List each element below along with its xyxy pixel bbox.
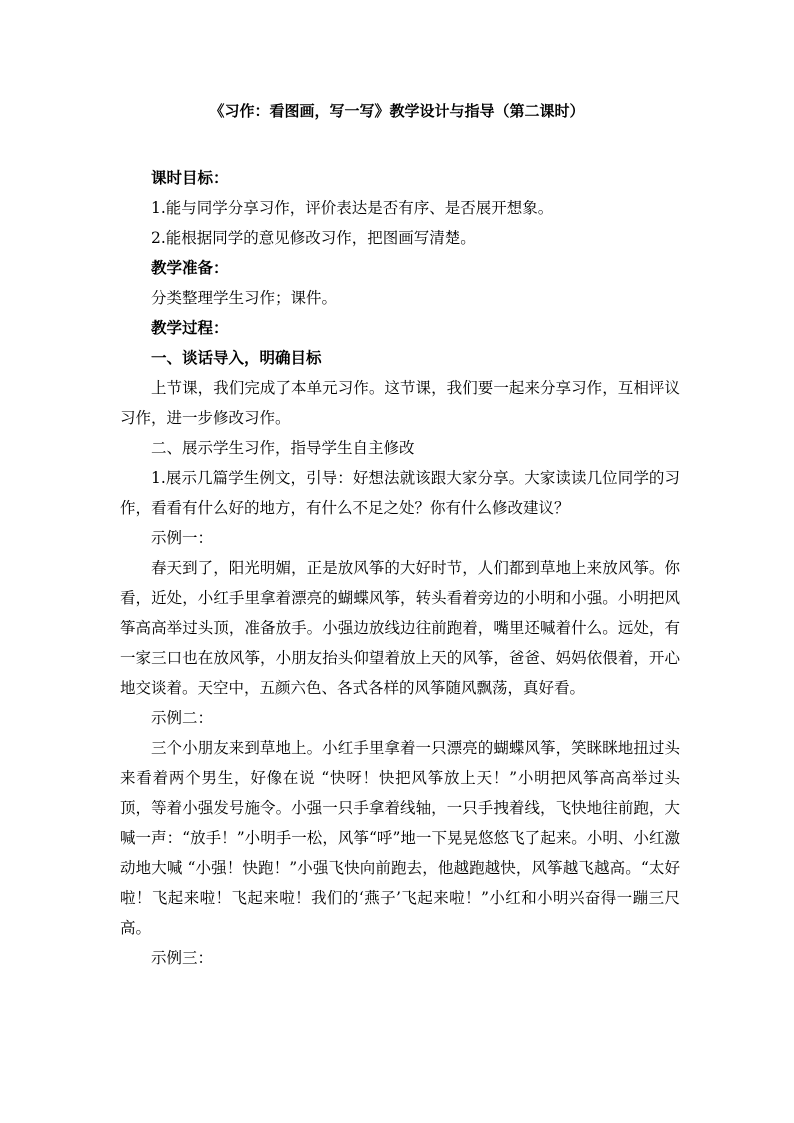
document-body — [120, 163, 680, 973]
paragraph-example-2-label: 示例二： — [151, 709, 214, 727]
paragraph-example-1-body: 春天到了，阳光明媚，正是放风筝的大好时节，人们都到草地上来放风筝。你看，近处，小红手里拿着漂亮的蝴蝶风筝，转头看着旁边的小明和小强。小明把风筝高高举过头顶，准备放手。小强边放线边往前跑着，嘴里还喊着什么。远处，有一家三口也在放风筝，小朋友抬头仰望着放上天的风筝，爸爸、妈妈依偎着，开心地交谈着。天空中，五颜六色、各式各样的风筝随风飘荡，真好看。 — [120, 559, 680, 697]
paragraph-example-2-body: 三个小朋友来到草地上。小红手里拿着一只漂亮的蝴蝶风筝，笑眯眯地扭过头来看着两个男生，好像在说 “快呀！快把风筝放上天！”小明把风筝高高举过头顶，等着小强发号施令。小强一只手拿着线轴，一只手拽着线，飞快地往前跑，大喊一声：“放手！”小明手一松，风筝“呼”地一下晃晃悠悠飞了起来。小明、小红激动地大喊 “小强！快跑！”小强飞快向前跑去，他越跑越快，风筝越飞越高。“太好啦！飞起来啦！飞起来啦！我们的‘燕子’飞起来啦！”小红和小明兴奋得一蹦三尺高。 — [120, 739, 680, 937]
paragraph-heading-objectives: 课时目标： — [151, 168, 229, 187]
paragraph-heading-process: 教学过程： — [151, 318, 229, 337]
document-title: 《习作：看图画，写一写》教学设计与指导（第二课时） — [209, 102, 585, 120]
paragraph-example-1-label: 示例一： — [151, 529, 214, 547]
paragraph-example-3-label: 示例三： — [151, 949, 214, 967]
paragraph-section-2-heading: 二、展示学生习作，指导学生自主修改 — [151, 439, 415, 457]
paragraph-section-1-heading: 一、谈话导入，明确目标 — [151, 348, 322, 367]
paragraph-section-2-step-1: 1.展示几篇学生例文，引导：好想法就该跟大家分享。大家读读几位同学的习作，看看有什么好的地方，有什么不足之处？你有什么修改建议？ — [120, 469, 680, 517]
paragraph-preparation: 分类整理学生习作；课件。 — [151, 289, 338, 307]
paragraph-objective-1: 1.能与同学分享习作，评价表达是否有序、是否展开想象。 — [151, 199, 554, 217]
paragraph-objective-2: 2.能根据同学的意见修改习作，把图画写清楚。 — [151, 229, 476, 247]
paragraph-section-1-body: 上节课，我们完成了本单元习作。这节课，我们要一起来分享习作，互相评议习作，进一步修改习作。 — [120, 379, 680, 427]
paragraph-heading-preparation: 教学准备： — [151, 258, 229, 277]
